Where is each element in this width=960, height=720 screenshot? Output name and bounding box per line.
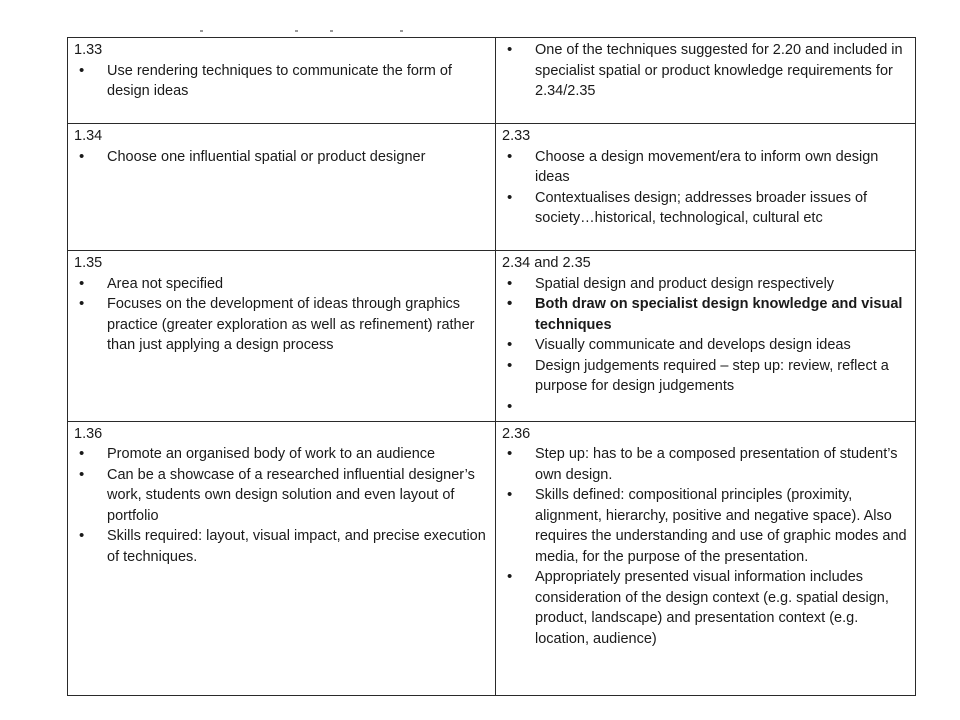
bullet-list xyxy=(74,274,489,356)
bullet-list xyxy=(74,444,489,567)
comparison-table xyxy=(67,37,916,696)
bullet-item: • Contextualises design; addresses broader issues of society…historical, technological, cultural etc xyxy=(502,188,909,229)
table-cell-2-36 xyxy=(496,421,916,695)
bullet-item: • Choose one influential spatial or product designer xyxy=(74,147,489,168)
bullet-item: • Skills defined: compositional principles (proximity, alignment, hierarchy, positive and negative space). Also requires the understanding and use of graphic modes and media, for the purpose of the presentation. xyxy=(502,485,909,567)
bullet-item: • Skills required: layout, visual impact, and precise execution of techniques. xyxy=(74,526,489,567)
bullet-item: • Spatial design and product design respectively xyxy=(502,274,909,295)
bullet-item: • Design judgements required – step up: review, reflect a purpose for design judgements xyxy=(502,356,909,397)
bullet-item: • Use rendering techniques to communicate the form of design ideas xyxy=(74,61,489,102)
table-cell-1-33 xyxy=(68,38,496,124)
cell-heading: 1.35 xyxy=(74,255,103,271)
cell-heading: 2.36 xyxy=(502,425,531,442)
bullet-item: • Promote an organised body of work to an audience xyxy=(74,444,489,465)
bullet-list xyxy=(74,61,489,102)
table-cell-2-33 xyxy=(496,124,916,251)
bullet-list xyxy=(502,40,909,102)
table-cell-1-35 xyxy=(68,251,496,422)
table-row xyxy=(68,421,916,695)
cell-heading: 2.33 xyxy=(502,128,531,144)
scan-artifact-marks xyxy=(200,30,420,36)
table-cell-1-36 xyxy=(68,421,496,695)
bullet-item: • Step up: has to be a composed presentation of student’s own design. xyxy=(502,444,909,485)
table-row xyxy=(68,124,916,251)
table-cell-2-34-2-35 xyxy=(496,251,916,422)
bullet-list xyxy=(502,147,909,229)
cell-heading: 1.33 xyxy=(74,42,103,58)
bullet-item: • Appropriately presented visual information includes consideration of the design context (e.g. spatial design, product, landscape) and presentation context (e.g. location, audience) xyxy=(502,567,909,649)
bullet-list xyxy=(74,147,489,168)
table-cell-1-34 xyxy=(68,124,496,251)
table-row xyxy=(68,251,916,422)
bullet-item: • Focuses on the development of ideas through graphics practice (greater exploration as well as refinement) rather than just applying a design process xyxy=(74,294,489,356)
cell-heading: 1.34 xyxy=(74,128,103,144)
bullet-item: • Can be a showcase of a researched influential designer’s work, students own design solution and even layout of portfolio xyxy=(74,465,489,527)
bullet-item: • Visually communicate and develops design ideas xyxy=(502,335,909,356)
table-row xyxy=(68,38,916,124)
bullet-item: • Choose a design movement/era to inform own design ideas xyxy=(502,147,909,188)
bullet-item-empty xyxy=(502,397,909,417)
cell-heading: 1.36 xyxy=(74,425,103,442)
bullet-list xyxy=(502,274,909,417)
bullet-item: • One of the techniques suggested for 2.20 and included in specialist spatial or product knowledge requirements for 2.34/2.35 xyxy=(502,40,909,102)
bullet-item-bold: • Both draw on specialist design knowledge and visual techniques xyxy=(502,294,909,335)
bullet-item: • Area not specified xyxy=(74,274,489,295)
table-cell-2-20-ref xyxy=(496,38,916,124)
bullet-list xyxy=(502,444,909,649)
cell-heading: 2.34 and 2.35 xyxy=(502,255,591,271)
